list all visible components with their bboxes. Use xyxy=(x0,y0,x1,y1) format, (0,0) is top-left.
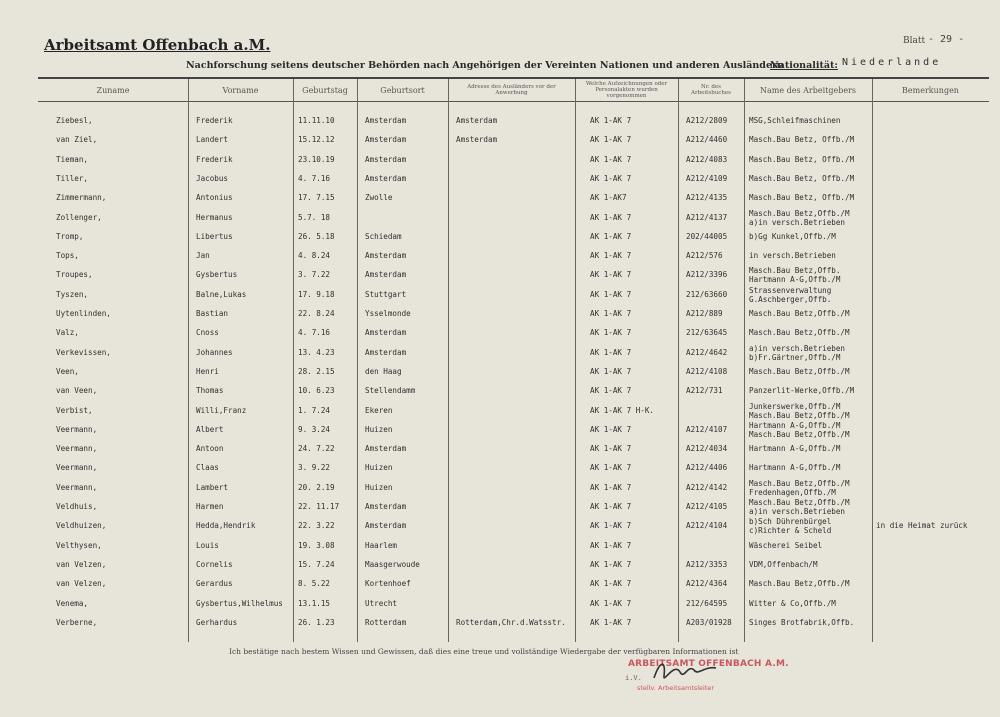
cell-vorname: Lambert xyxy=(196,482,229,492)
cell-geb: 4. 8.24 xyxy=(298,251,331,261)
cell-ort: Amsterdam xyxy=(365,347,407,357)
cell-employer: Masch.Bau Betz,Offb./M xyxy=(749,208,850,218)
cell-geb: 22. 8.24 xyxy=(298,309,335,318)
cell-employer: Masch.Bau Betz,Offb./M xyxy=(749,328,850,338)
cell-zuname: Ziebesl, xyxy=(56,116,93,125)
certification-text: Ich bestätige nach bestem Wissen und Gewissen, daß dies eine treue und vollständige Wiedergabe der verfügbaren Informationen ist xyxy=(229,647,739,656)
cell-zuname: Tyszen, xyxy=(56,289,89,299)
signature-mark xyxy=(650,656,720,686)
cell-zuname: Verberne, xyxy=(56,617,98,627)
column-divider xyxy=(357,79,358,642)
cell-zuname: Valz, xyxy=(56,328,79,338)
cell-zuname: Tiller, xyxy=(56,173,89,183)
cell-buch: A212/4109 xyxy=(686,173,728,183)
cell-employer: a)in versch.Betrieben xyxy=(749,507,846,516)
cell-vorname: Hedda,Hendrik xyxy=(196,521,256,531)
cell-ort: Amsterdam xyxy=(365,173,407,183)
cell-zuname: Verkevissen, xyxy=(56,347,111,357)
cell-ort: Haarlem xyxy=(365,540,398,550)
cell-zuname: Zollenger, xyxy=(56,212,102,222)
cell-employer: c)Richter & Scheld xyxy=(749,526,832,536)
cell-bem: in die Heimat zurück xyxy=(876,521,968,531)
cell-employer: Masch.Bau Betz,Offb./M xyxy=(749,309,850,318)
cell-ort: Huizen xyxy=(365,424,393,434)
cell-buch: A212/2809 xyxy=(686,116,728,125)
cell-employer: Masch.Bau Betz,Offb./M xyxy=(749,429,850,439)
cell-buch: A212/731 xyxy=(686,386,723,396)
cell-akten: AK 1-AK7 xyxy=(590,193,627,203)
cell-ort: Utrecht xyxy=(365,598,398,608)
cell-buch: A212/4034 xyxy=(686,444,728,454)
cell-geb: 4. 7.16 xyxy=(298,173,331,183)
cell-zuname: Veldhuizen, xyxy=(56,521,107,531)
nationality-value: Niederlande xyxy=(842,57,942,68)
cell-zuname: van Velzen, xyxy=(56,579,107,589)
column-divider xyxy=(575,79,576,642)
cell-vorname: Antoon xyxy=(196,444,224,454)
column-header-workbook: Nr. des Arbeitsbuches xyxy=(691,84,731,96)
cell-vorname: Johannes xyxy=(196,347,233,357)
cell-zuname: Veermann, xyxy=(56,482,98,492)
cell-buch: A212/4105 xyxy=(686,502,728,511)
cell-akten: AK 1-AK 7 xyxy=(590,482,632,492)
cell-adresse: Amsterdam xyxy=(456,135,498,145)
cell-vorname: Harmen xyxy=(196,502,224,511)
cell-geb: 17. 9.18 xyxy=(298,289,335,299)
column-divider xyxy=(872,79,873,642)
cell-zuname: Verbist, xyxy=(56,405,93,415)
column-divider xyxy=(448,79,449,642)
cell-vorname: Willi,Franz xyxy=(196,405,247,415)
cell-vorname: Libertus xyxy=(196,231,233,241)
cell-buch: 212/63645 xyxy=(686,328,728,338)
cell-buch: A212/4142 xyxy=(686,482,728,492)
cell-ort: Amsterdam xyxy=(365,116,407,125)
cell-akten: AK 1-AK 7 xyxy=(590,135,632,145)
cell-employer: Panzerlit-Werke,Offb./M xyxy=(749,386,855,396)
column-header-employer: Name des Arbeitgebers xyxy=(759,85,856,95)
cell-employer: Masch.Bau Betz,Offb./M xyxy=(749,478,850,488)
cell-employer: Masch.Bau Betz,Offb./M xyxy=(749,498,850,507)
cell-geb: 19. 3.08 xyxy=(298,540,335,550)
cell-vorname: Gysbertus xyxy=(196,270,238,280)
cell-akten: AK 1-AK 7 xyxy=(590,502,632,511)
cell-buch: A212/4460 xyxy=(686,135,728,145)
cell-buch: A212/4137 xyxy=(686,212,728,222)
cell-employer: b)Gg Kunkel,Offb./M xyxy=(749,231,836,241)
sheet-label: Blatt xyxy=(903,36,926,46)
sheet-number: - 29 - xyxy=(928,34,965,45)
cell-employer: b)Sch Dührenbürgel xyxy=(749,517,832,527)
cell-geb: 17. 7.15 xyxy=(298,193,335,203)
cell-akten: AK 1-AK 7 xyxy=(590,309,632,318)
stamp-iv: i.V. xyxy=(625,674,642,682)
cell-ort: Ekeren xyxy=(365,405,393,415)
column-divider xyxy=(188,79,189,642)
column-header-firstname: Vorname xyxy=(222,85,259,95)
cell-ort: Amsterdam xyxy=(365,154,407,164)
cell-akten: AK 1-AK 7 xyxy=(590,116,632,125)
cell-buch: 212/63660 xyxy=(686,289,728,299)
cell-akten: AK 1-AK 7 xyxy=(590,347,632,357)
cell-geb: 1. 7.24 xyxy=(298,405,331,415)
cell-geb: 23.10.19 xyxy=(298,154,335,164)
cell-vorname: Albert xyxy=(196,424,224,434)
cell-zuname: Veermann, xyxy=(56,444,98,454)
cell-buch: 202/44005 xyxy=(686,231,728,241)
office-stamp: ARBEITSAMT OFFENBACH A.M. xyxy=(628,659,789,669)
cell-vorname: Frederik xyxy=(196,116,233,125)
cell-employer: Singes Brotfabrik,Offb. xyxy=(749,617,855,627)
stamp-role: stellv. Arbeitsamtsleiter xyxy=(637,684,715,692)
column-header-birthplace: Geburtsort xyxy=(380,85,425,95)
cell-ort: Amsterdam xyxy=(365,270,407,280)
cell-akten: AK 1-AK 7 xyxy=(590,386,632,396)
cell-akten: AK 1-AK 7 xyxy=(590,579,632,589)
cell-geb: 26. 1.23 xyxy=(298,617,335,627)
cell-zuname: Veldhuis, xyxy=(56,502,98,511)
cell-ort: Amsterdam xyxy=(365,251,407,261)
cell-akten: AK 1-AK 7 xyxy=(590,617,632,627)
cell-vorname: Cornelis xyxy=(196,559,233,569)
cell-geb: 10. 6.23 xyxy=(298,386,335,396)
cell-akten: AK 1-AK 7 xyxy=(590,270,632,280)
cell-vorname: Frederik xyxy=(196,154,233,164)
cell-geb: 13. 4.23 xyxy=(298,347,335,357)
cell-geb: 22. 11.17 xyxy=(298,502,340,511)
cell-akten: AK 1-AK 7 xyxy=(590,521,632,531)
cell-buch: A212/576 xyxy=(686,251,723,261)
cell-employer: Masch.Bau Betz, Offb./M xyxy=(749,135,855,145)
cell-vorname: Claas xyxy=(196,463,219,473)
cell-zuname: Veen, xyxy=(56,366,79,376)
cell-zuname: Troupes, xyxy=(56,270,93,280)
cell-akten: AK 1-AK 7 xyxy=(590,173,632,183)
cell-vorname: Thomas xyxy=(196,386,224,396)
cell-employer: Masch.Bau Betz, Offb./M xyxy=(749,173,855,183)
cell-buch: A212/4642 xyxy=(686,347,728,357)
cell-buch: A212/4104 xyxy=(686,521,728,531)
cell-ort: Huizen xyxy=(365,463,393,473)
cell-zuname: Tromp, xyxy=(56,231,84,241)
column-header-surname: Zuname xyxy=(96,85,130,95)
cell-akten: AK 1-AK 7 xyxy=(590,251,632,261)
cell-akten: AK 1-AK 7 xyxy=(590,289,632,299)
cell-vorname: Cnoss xyxy=(196,328,219,338)
cell-buch: A212/4135 xyxy=(686,193,728,203)
cell-employer: Wäscherei Seibel xyxy=(749,540,823,550)
cell-akten: AK 1-AK 7 xyxy=(590,328,632,338)
cell-buch: A212/3353 xyxy=(686,559,728,569)
cell-buch: A212/4108 xyxy=(686,366,728,376)
cell-geb: 20. 2.19 xyxy=(298,482,335,492)
cell-vorname: Jan xyxy=(196,251,210,261)
table-header-rule xyxy=(38,101,989,102)
cell-ort: Stellendamm xyxy=(365,386,416,396)
cell-geb: 15.12.12 xyxy=(298,135,335,145)
cell-akten: AK 1-AK 7 xyxy=(590,231,632,241)
cell-zuname: van Ziel, xyxy=(56,135,98,145)
cell-geb: 3. 7.22 xyxy=(298,270,331,280)
cell-adresse: Amsterdam xyxy=(456,116,498,125)
cell-akten: AK 1-AK 7 xyxy=(590,154,632,164)
cell-zuname: Venema, xyxy=(56,598,89,608)
cell-zuname: van Velzen, xyxy=(56,559,107,569)
cell-buch: A212/889 xyxy=(686,309,723,318)
cell-akten: AK 1-AK 7 xyxy=(590,366,632,376)
cell-employer: MSG,Schleifmaschinen xyxy=(749,116,841,125)
cell-employer: G.Aschberger,Offb. xyxy=(749,294,832,304)
cell-buch: A212/4083 xyxy=(686,154,728,164)
cell-zuname: Tops, xyxy=(56,251,79,261)
cell-vorname: Henri xyxy=(196,366,219,376)
cell-ort: Amsterdam xyxy=(365,502,407,511)
cell-akten: AK 1-AK 7 xyxy=(590,444,632,454)
cell-zuname: Tieman, xyxy=(56,154,89,164)
cell-geb: 4. 7.16 xyxy=(298,328,331,338)
cell-zuname: Zimmermann, xyxy=(56,193,107,203)
cell-vorname: Gerhardus xyxy=(196,617,238,627)
cell-akten: AK 1-AK 7 xyxy=(590,463,632,473)
cell-vorname: Bastian xyxy=(196,309,229,318)
cell-employer: Hartmann A-G,Offb./M xyxy=(749,420,841,430)
cell-akten: AK 1-AK 7 xyxy=(590,559,632,569)
office-title: Arbeitsamt Offenbach a.M. xyxy=(44,36,271,54)
cell-buch: A212/4364 xyxy=(686,579,728,589)
cell-vorname: Louis xyxy=(196,540,219,550)
cell-vorname: Jacobus xyxy=(196,173,229,183)
cell-vorname: Antonius xyxy=(196,193,233,203)
column-divider xyxy=(293,79,294,642)
cell-akten: AK 1-AK 7 H-K. xyxy=(590,405,655,415)
cell-akten: AK 1-AK 7 xyxy=(590,598,632,608)
cell-employer: Fredenhagen,Offb./M xyxy=(749,487,836,497)
column-header-records: Welche Aufzeichnungen oder Personalakten wurden vorgenommen xyxy=(585,81,668,99)
nationality-label: Nationalität: xyxy=(770,60,838,71)
cell-geb: 8. 5.22 xyxy=(298,579,331,589)
cell-employer: Masch.Bau Betz,Offb./M xyxy=(749,410,850,420)
cell-zuname: Uytenlinden, xyxy=(56,309,111,318)
cell-geb: 26. 5.18 xyxy=(298,231,335,241)
cell-akten: AK 1-AK 7 xyxy=(590,424,632,434)
cell-geb: 22. 3.22 xyxy=(298,521,335,531)
cell-buch: 212/64595 xyxy=(686,598,728,608)
cell-employer: Hartmann A-G,Offb./M xyxy=(749,463,841,473)
cell-zuname: Velthysen, xyxy=(56,540,102,550)
cell-ort: Huizen xyxy=(365,482,393,492)
cell-employer: Junkerswerke,Offb./M xyxy=(749,401,841,411)
cell-ort: Amsterdam xyxy=(365,135,407,145)
column-divider xyxy=(744,79,745,642)
cell-zuname: van Veen, xyxy=(56,386,98,396)
cell-ort: Amsterdam xyxy=(365,444,407,454)
cell-buch: A212/4406 xyxy=(686,463,728,473)
column-divider xyxy=(678,79,679,642)
cell-employer: VDM,Offenbach/M xyxy=(749,559,818,569)
cell-vorname: Gerardus xyxy=(196,579,233,589)
cell-geb: 28. 2.15 xyxy=(298,366,335,376)
cell-ort: Kortenhoef xyxy=(365,579,411,589)
cell-akten: AK 1-AK 7 xyxy=(590,212,632,222)
cell-employer: Witter & Co,Offb./M xyxy=(749,598,836,608)
cell-geb: 5.7. 18 xyxy=(298,212,331,222)
cell-ort: Amsterdam xyxy=(365,521,407,531)
cell-geb: 15. 7.24 xyxy=(298,559,335,569)
cell-akten: AK 1-AK 7 xyxy=(590,540,632,550)
cell-vorname: Landert xyxy=(196,135,229,145)
cell-ort: Maasgerwoude xyxy=(365,559,420,569)
cell-geb: 13.1.15 xyxy=(298,598,331,608)
cell-geb: 3. 9.22 xyxy=(298,463,331,473)
column-header-birthdate: Geburtstag xyxy=(302,85,348,95)
cell-employer: b)Fr.Gärtner,Offb./M xyxy=(749,352,841,362)
cell-ort: Zwolle xyxy=(365,193,393,203)
cell-employer: a)in versch.Betrieben xyxy=(749,217,846,227)
cell-employer: Masch.Bau Betz,Offb./M xyxy=(749,579,850,589)
cell-ort: Amsterdam xyxy=(365,328,407,338)
cell-vorname: Balne,Lukas xyxy=(196,289,247,299)
cell-employer: Masch.Bau Betz, Offb./M xyxy=(749,154,855,164)
column-header-address: Adresse des Ausländers vor der Anwerbung xyxy=(467,84,556,96)
cell-zuname: Veermann, xyxy=(56,463,98,473)
cell-zuname: Veermann, xyxy=(56,424,98,434)
document-subtitle: Nachforschung seitens deutscher Behörden nach Angehörigen der Vereinten Nationen und anderen Ausländern xyxy=(186,60,784,71)
cell-employer: Masch.Bau Betz,Offb./M xyxy=(749,366,850,376)
cell-geb: 9. 3.24 xyxy=(298,424,331,434)
cell-vorname: Hermanus xyxy=(196,212,233,222)
cell-vorname: Gysbertus,Wilhelmus xyxy=(196,598,283,608)
cell-geb: 24. 7.22 xyxy=(298,444,335,454)
cell-adresse: Rotterdam,Chr.d.Watsstr. xyxy=(456,617,566,627)
cell-employer: Hartmann A-G,Offb./M xyxy=(749,275,841,285)
cell-buch: A212/4107 xyxy=(686,424,728,434)
column-header-remarks: Bemerkungen xyxy=(902,85,959,95)
cell-ort: Rotterdam xyxy=(365,617,407,627)
cell-buch: A212/3396 xyxy=(686,270,728,280)
cell-employer: Hartmann A-G,Offb./M xyxy=(749,444,841,454)
cell-ort: Ysselmonde xyxy=(365,309,411,318)
cell-ort: Schiedam xyxy=(365,231,402,241)
cell-employer: Masch.Bau Betz, Offb./M xyxy=(749,193,855,203)
cell-employer: Masch.Bau Betz,Offb. xyxy=(749,266,841,276)
cell-geb: 11.11.10 xyxy=(298,116,335,125)
cell-buch: A203/01928 xyxy=(686,617,732,627)
cell-ort: Stuttgart xyxy=(365,289,407,299)
cell-employer: in versch.Betrieben xyxy=(749,251,836,261)
cell-employer: a)in versch.Betrieben xyxy=(749,343,846,353)
cell-ort: den Haag xyxy=(365,366,402,376)
cell-employer: Strassenverwaltung xyxy=(749,285,832,295)
